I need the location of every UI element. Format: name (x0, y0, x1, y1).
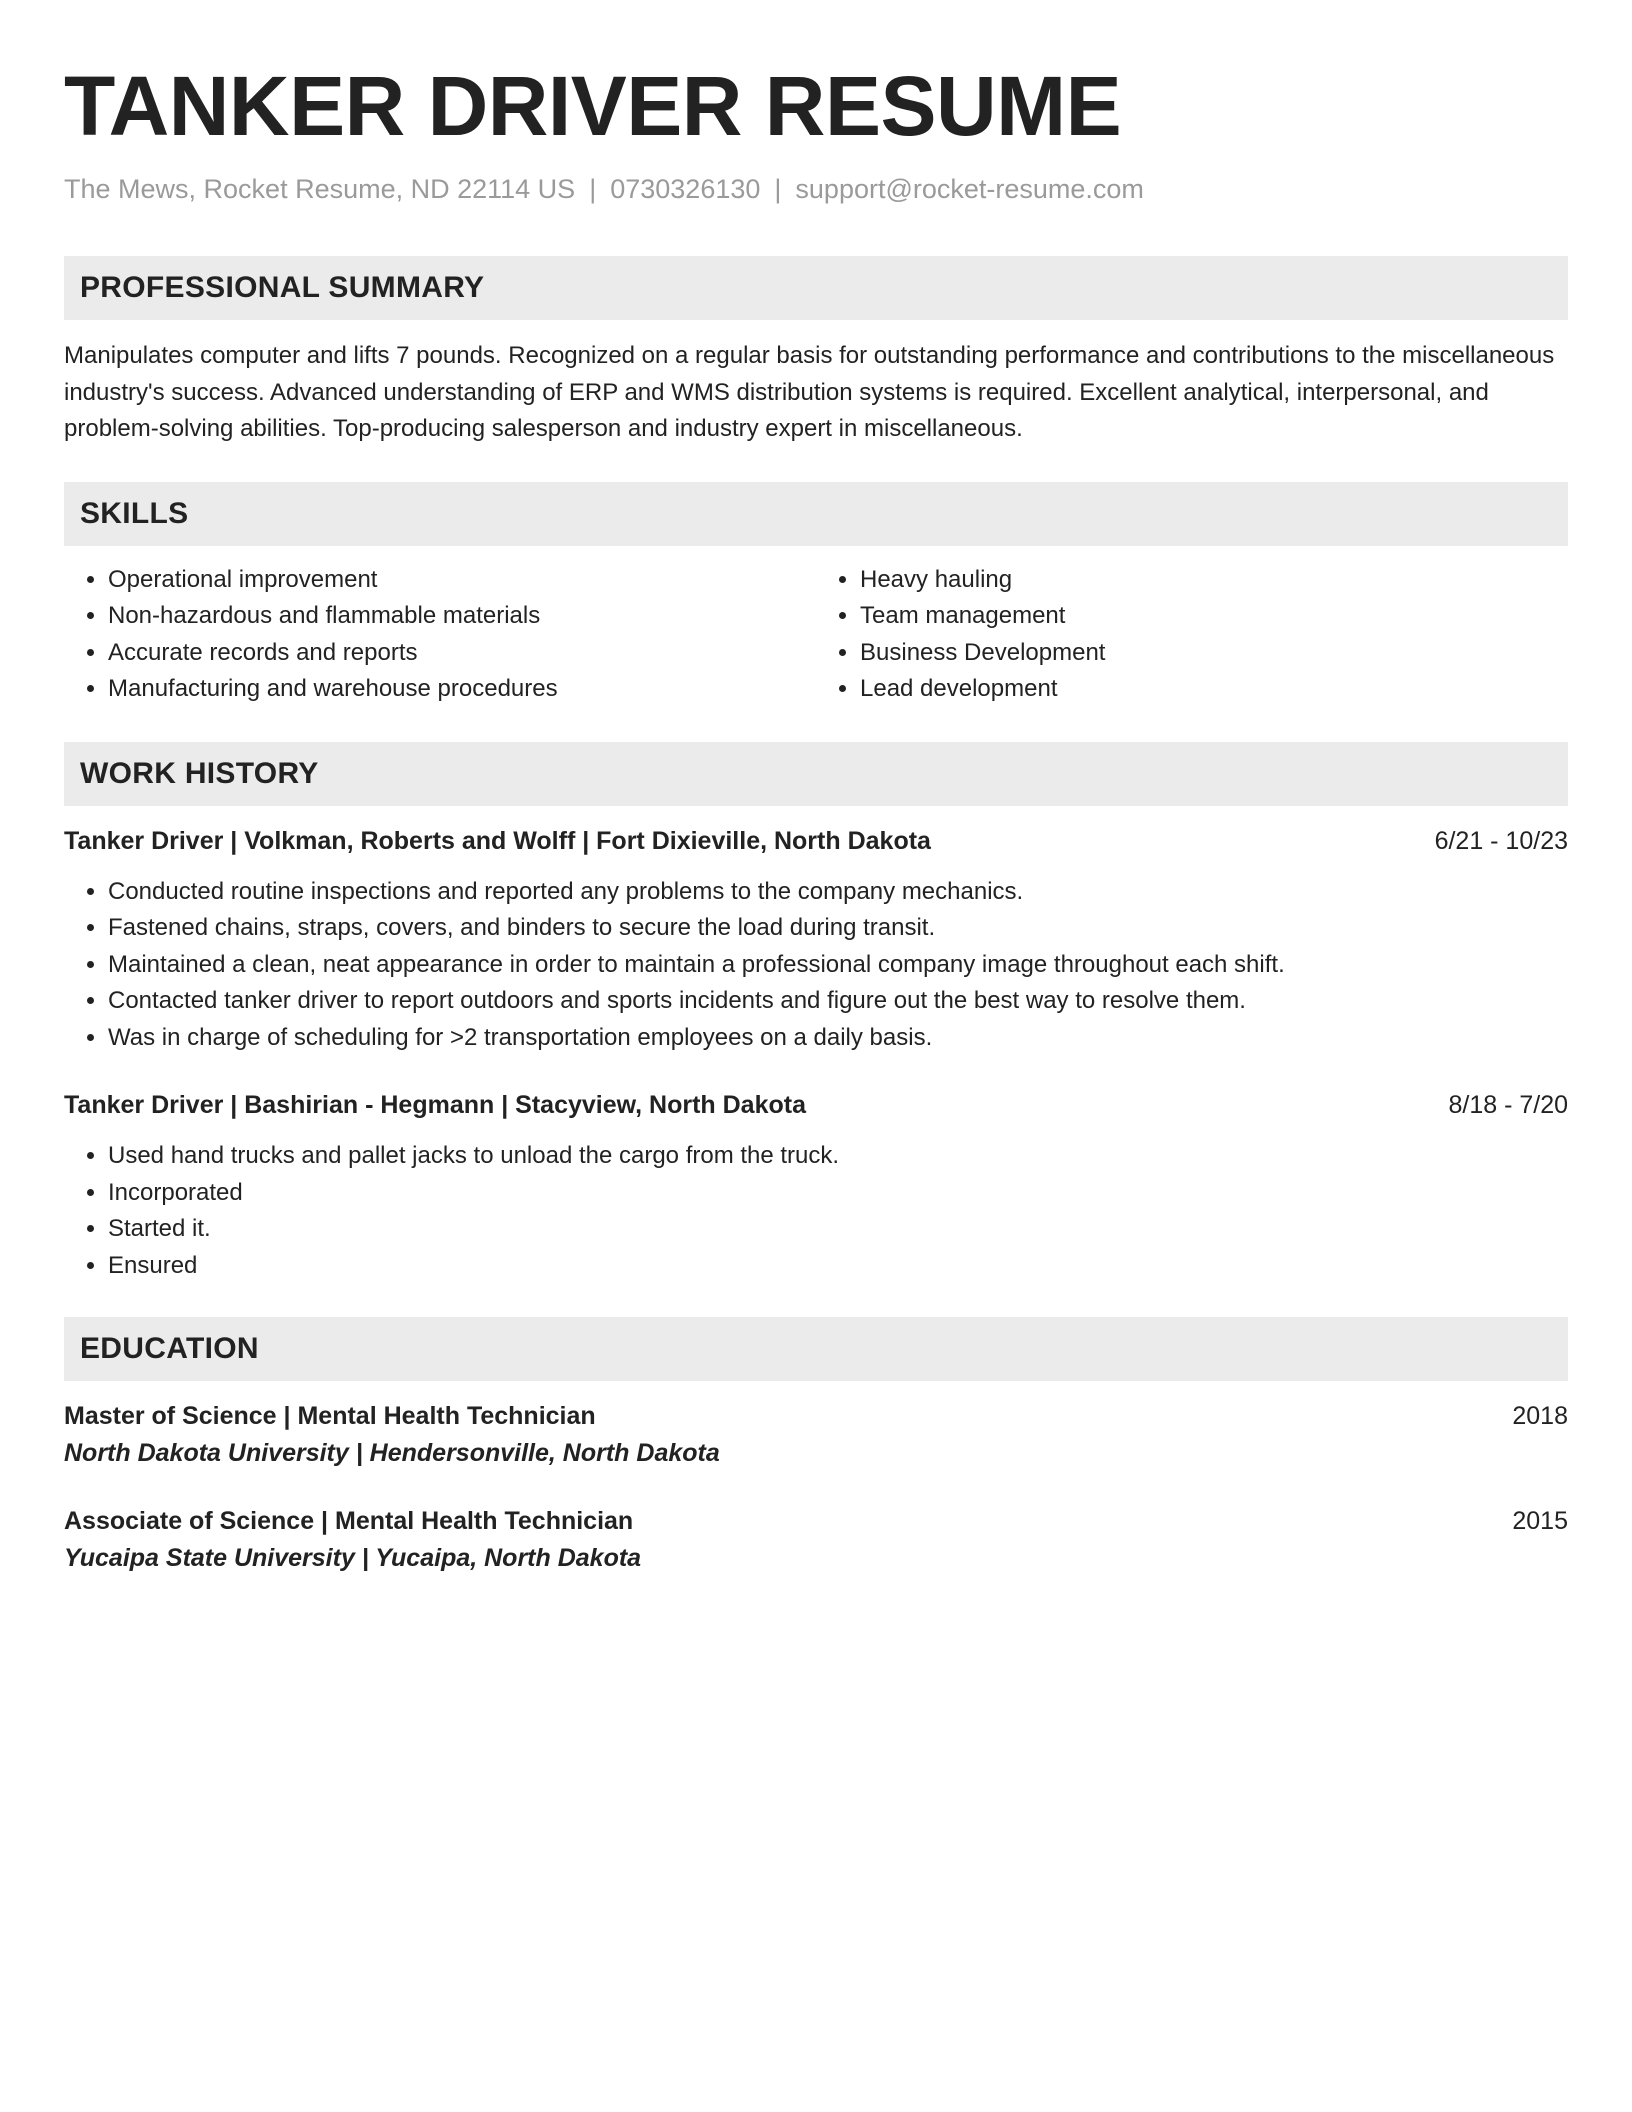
job-dates: 6/21 - 10/23 (1434, 826, 1568, 855)
job-duty: • Contacted tanker driver to report outdoors and sports incidents and figure out the best way to resolve them. (108, 983, 1568, 1020)
education-entry (64, 1399, 1568, 1471)
job-header (64, 824, 1568, 858)
education-year: 2018 (1512, 1402, 1568, 1430)
education-header (64, 1399, 1568, 1433)
skills-column-right (816, 562, 1568, 708)
education-year: 2015 (1512, 1507, 1568, 1535)
job-duties (64, 874, 1568, 1057)
skills-list (64, 562, 1568, 708)
work-section-header (64, 742, 1568, 806)
skill-item: • Accurate records and reports (108, 635, 816, 672)
job-duty: • Incorporated (108, 1175, 1568, 1212)
education-degree: Master of Science | Mental Health Technician (64, 1402, 596, 1430)
job-duties (64, 1138, 1568, 1284)
summary-text: Manipulates computer and lifts 7 pounds. Recognized on a regular basis for outstanding performance and contributions to the miscellaneous industry's success. Advanced understanding of ERP and WMS distribution systems is required. Excellent analytical, interpersonal, and problem-solving abilities. Top-producing salesperson and industry expert in miscellaneous. (64, 342, 1555, 442)
resume-title: TANKER DRIVER RESUME (64, 59, 1122, 153)
work-heading: WORK HISTORY (80, 756, 319, 790)
contact-line (64, 172, 1568, 206)
skill-item: • Operational improvement (108, 562, 816, 599)
education-header (64, 1504, 1568, 1538)
education-entry (64, 1504, 1568, 1576)
contact-address: The Mews, Rocket Resume, ND 22114 US (64, 174, 576, 204)
job-dates: 8/18 - 7/20 (1448, 1091, 1568, 1119)
job-duty: • Ensured (108, 1248, 1568, 1285)
job-entry (64, 824, 1568, 1057)
education-school: North Dakota University | Hendersonville, North Dakota (64, 1439, 720, 1467)
contact-email[interactable]: support@rocket-resume.com (795, 174, 1144, 204)
job-duty: • Used hand trucks and pallet jacks to unload the cargo from the truck. (108, 1138, 1568, 1175)
skill-item: • Business Development (860, 635, 1568, 672)
job-title: Tanker Driver | Volkman, Roberts and Wolff | Fort Dixieville, North Dakota (64, 826, 931, 855)
skills-heading: SKILLS (80, 496, 189, 530)
skill-item: • Team management (860, 598, 1568, 635)
summary-heading: PROFESSIONAL SUMMARY (80, 271, 485, 304)
job-duty: • Fastened chains, straps, covers, and binders to secure the load during transit. (108, 910, 1568, 947)
skill-item: • Manufacturing and warehouse procedures (108, 671, 816, 708)
job-duty: • Started it. (108, 1211, 1568, 1248)
skill-item: • Heavy hauling (860, 562, 1568, 599)
skill-item: • Non-hazardous and flammable materials (108, 598, 816, 635)
contact-phone[interactable]: 0730326130 (610, 174, 761, 204)
education-school: Yucaipa State University | Yucaipa, North Dakota (64, 1544, 642, 1572)
education-section-header (64, 1317, 1568, 1381)
contact-separator: | (589, 174, 597, 204)
skills-column-left (64, 562, 816, 708)
job-duty: • Maintained a clean, neat appearance in order to maintain a professional company image throughout each shift. (108, 947, 1568, 984)
job-duty: • Was in charge of scheduling for >2 transportation employees on a daily basis. (108, 1020, 1568, 1057)
job-header (64, 1088, 1568, 1122)
job-entry (64, 1088, 1568, 1284)
education-degree: Associate of Science | Mental Health Technician (64, 1507, 634, 1535)
job-title: Tanker Driver | Bashirian - Hegmann | Stacyview, North Dakota (64, 1091, 806, 1119)
contact-separator: | (774, 174, 782, 204)
skills-section-header (64, 482, 1568, 546)
job-duty: • Conducted routine inspections and reported any problems to the company mechanics. (108, 874, 1568, 911)
skill-item: • Lead development (860, 671, 1568, 708)
education-heading: EDUCATION (80, 1332, 259, 1365)
summary-section-header (64, 256, 1568, 320)
